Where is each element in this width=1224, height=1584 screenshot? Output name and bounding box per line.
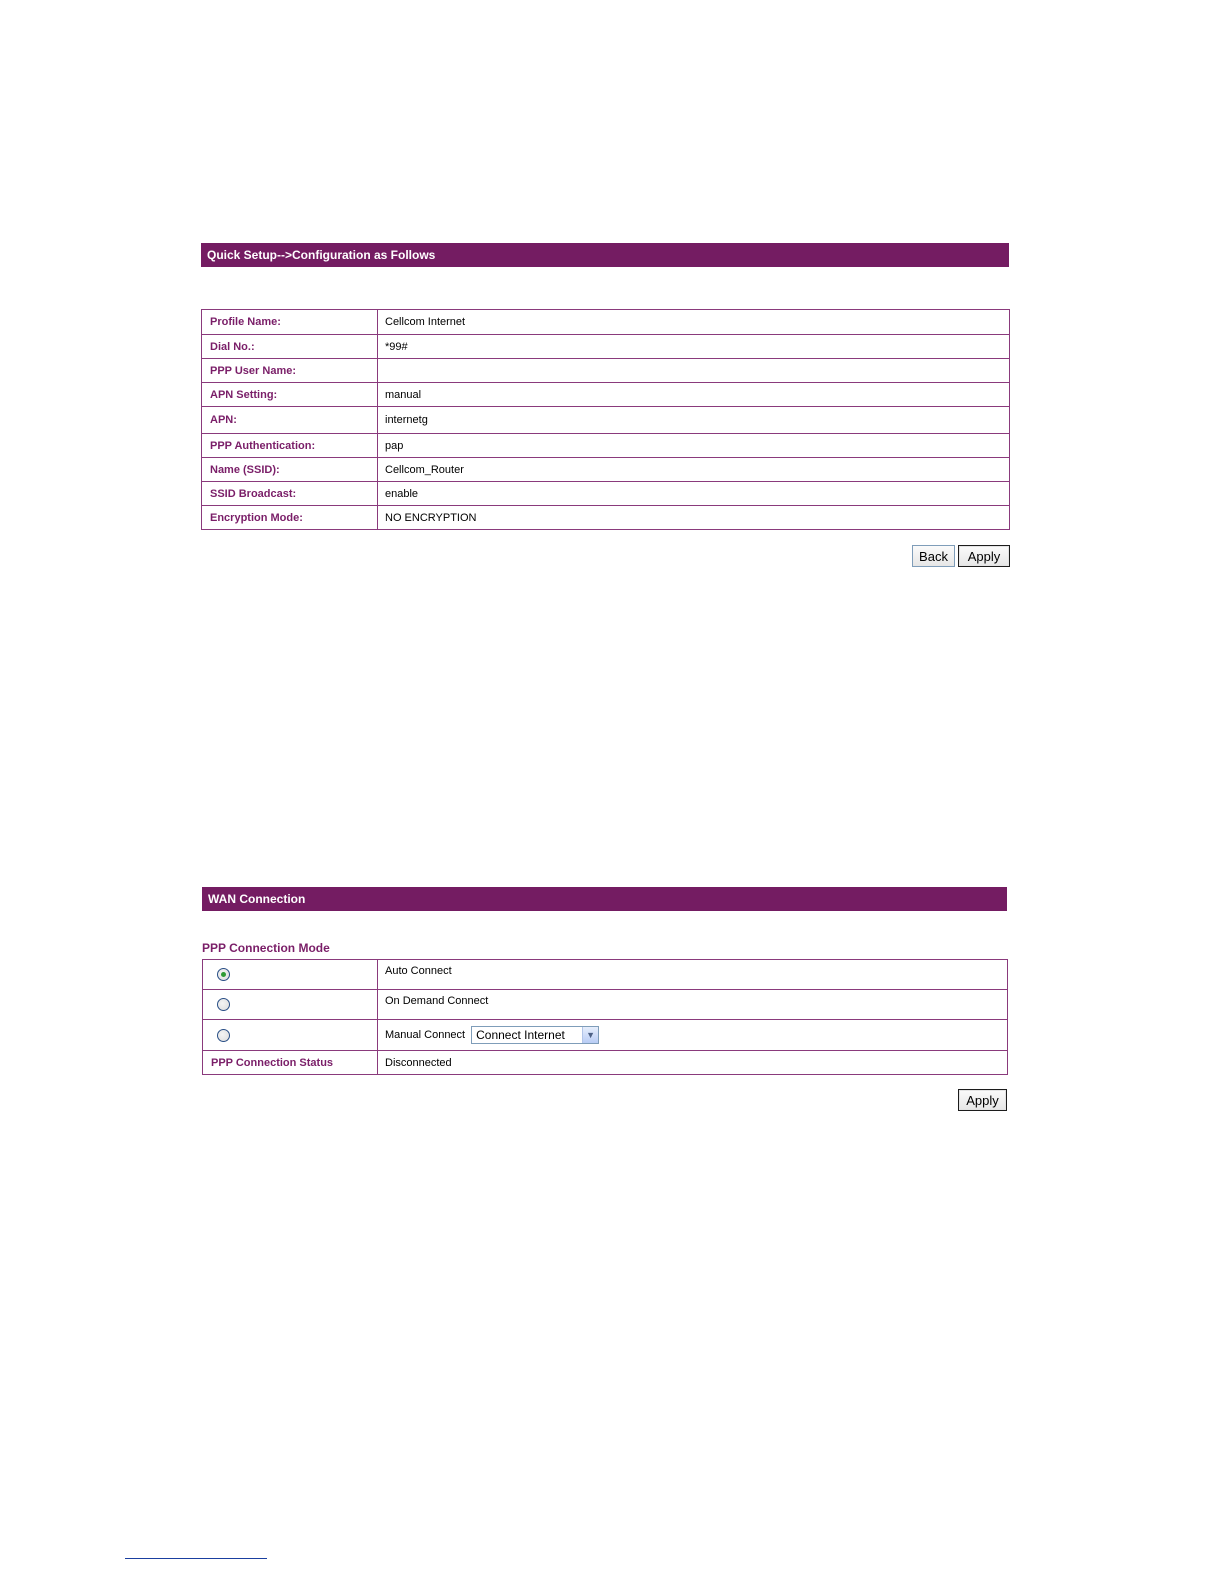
manual-connect-radio-cell [203,1020,378,1051]
quick-setup-header: Quick Setup-->Configuration as Follows [201,243,1009,267]
chevron-down-icon[interactable]: ▼ [582,1027,598,1043]
manual-connect-select-value: Connect Internet [476,1028,565,1042]
table-row [202,506,1010,530]
table-row [202,482,1010,506]
manual-connect-select[interactable] [471,1026,599,1044]
auto-connect-radio-cell [203,960,378,990]
table-row [202,335,1010,359]
manual-connect-radio[interactable] [217,1029,230,1042]
table-row [202,434,1010,458]
apn-setting-label: APN Setting: [202,383,378,407]
apn-label: APN: [202,407,378,434]
table-row [202,407,1010,434]
apply-button[interactable]: Apply [958,545,1010,567]
table-row [202,359,1010,383]
ppp-connection-status-value: Disconnected [378,1051,1008,1075]
wan-connection-table [202,959,1008,1075]
ppp-authentication-value: pap [378,434,1010,458]
encryption-mode-label: Encryption Mode: [202,506,378,530]
apn-setting-value: manual [378,383,1010,407]
on-demand-connect-label: On Demand Connect [378,990,1008,1020]
table-row [203,1051,1008,1075]
table-row [203,960,1008,990]
on-demand-radio-cell [203,990,378,1020]
quick-setup-table [201,309,1010,530]
auto-connect-radio[interactable] [217,968,230,981]
dial-no-value: *99# [378,335,1010,359]
ppp-authentication-label: PPP Authentication: [202,434,378,458]
ssid-name-label: Name (SSID): [202,458,378,482]
table-row [203,1020,1008,1051]
table-row [203,990,1008,1020]
wan-apply-button[interactable]: Apply [958,1089,1007,1111]
ppp-user-name-value [378,359,1010,383]
table-row [202,383,1010,407]
profile-name-value: Cellcom Internet [378,310,1010,335]
ssid-broadcast-label: SSID Broadcast: [202,482,378,506]
back-button[interactable]: Back [912,545,955,567]
footnote-divider [125,1558,267,1559]
ssid-broadcast-value: enable [378,482,1010,506]
manual-connect-cell [378,1020,1008,1051]
ssid-name-value: Cellcom_Router [378,458,1010,482]
manual-connect-label: Manual Connect [385,1029,466,1041]
ppp-connection-status-label: PPP Connection Status [203,1051,378,1075]
apn-value: internetg [378,407,1010,434]
auto-connect-label: Auto Connect [378,960,1008,990]
on-demand-connect-radio[interactable] [217,998,230,1011]
encryption-mode-value: NO ENCRYPTION [378,506,1010,530]
dial-no-label: Dial No.: [202,335,378,359]
ppp-connection-mode-title: PPP Connection Mode [202,941,330,955]
wan-connection-header: WAN Connection [202,887,1007,911]
table-row [202,458,1010,482]
ppp-user-name-label: PPP User Name: [202,359,378,383]
table-row [202,310,1010,335]
profile-name-label: Profile Name: [202,310,378,335]
